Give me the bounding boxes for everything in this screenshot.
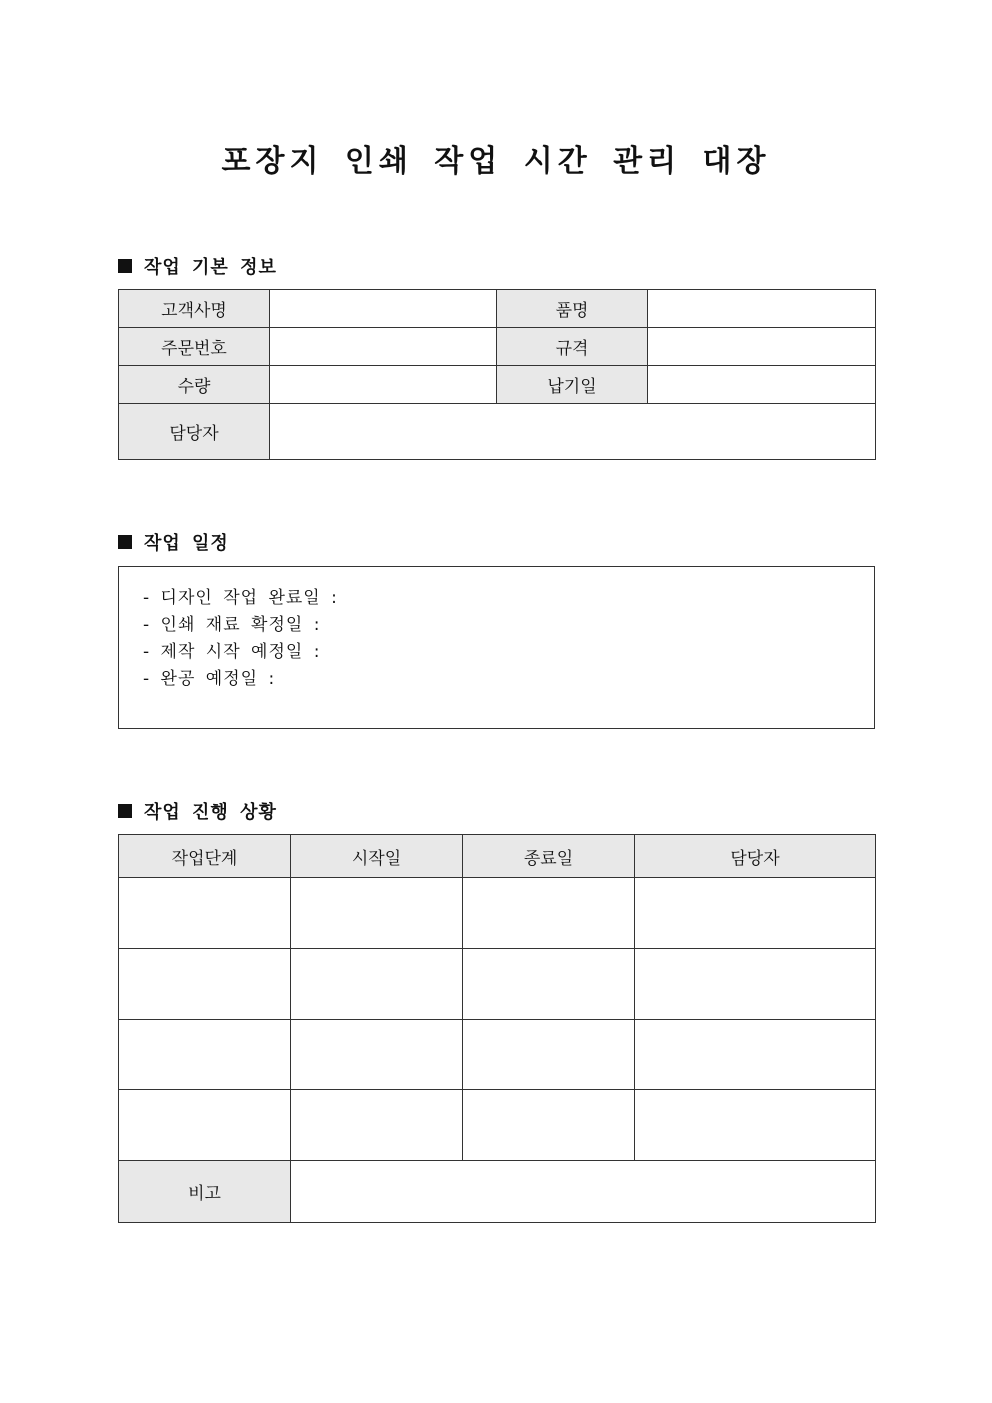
schedule-production-start[interactable]: - 제작 시작 예정일 : — [143, 642, 321, 662]
schedule-heading-text: 작업 일정 — [144, 533, 229, 554]
manager-cell[interactable] — [635, 1020, 876, 1090]
column-header-end-date: 종료일 — [463, 835, 635, 878]
table-row — [119, 1161, 876, 1223]
start-date-cell[interactable] — [291, 1090, 463, 1161]
manager-field[interactable] — [270, 404, 876, 460]
schedule-design-complete[interactable]: - 디자인 작업 완료일 : — [143, 588, 338, 608]
start-date-cell[interactable] — [291, 949, 463, 1020]
table-row — [119, 1020, 876, 1090]
table-row — [119, 404, 876, 460]
customer-label: 고객사명 — [119, 290, 270, 328]
column-header-start-date: 시작일 — [291, 835, 463, 878]
square-bullet-icon — [118, 259, 132, 273]
progress-table — [118, 834, 876, 1223]
progress-heading-text: 작업 진행 상황 — [144, 802, 277, 823]
schedule-heading — [118, 529, 229, 555]
stage-cell[interactable] — [119, 878, 291, 949]
spec-label: 규격 — [497, 328, 648, 366]
stage-cell[interactable] — [119, 1090, 291, 1161]
end-date-cell[interactable] — [463, 949, 635, 1020]
table-row — [119, 366, 876, 404]
remarks-field[interactable] — [291, 1161, 876, 1223]
stage-cell[interactable] — [119, 949, 291, 1020]
start-date-cell[interactable] — [291, 878, 463, 949]
document-title: 포장지 인쇄 작업 시간 관리 대장 — [221, 144, 771, 179]
square-bullet-icon — [118, 804, 132, 818]
schedule-completion[interactable]: - 완공 예정일 : — [143, 669, 276, 689]
column-header-manager: 담당자 — [635, 835, 876, 878]
order-no-label: 주문번호 — [119, 328, 270, 366]
end-date-cell[interactable] — [463, 1090, 635, 1161]
due-date-label: 납기일 — [497, 366, 648, 404]
end-date-cell[interactable] — [463, 878, 635, 949]
table-row — [119, 878, 876, 949]
stage-cell[interactable] — [119, 1020, 291, 1090]
progress-heading — [118, 798, 277, 824]
manager-cell[interactable] — [635, 949, 876, 1020]
quantity-field[interactable] — [270, 366, 497, 404]
schedule-list — [119, 567, 874, 693]
manager-label: 담당자 — [119, 404, 270, 460]
product-label: 품명 — [497, 290, 648, 328]
square-bullet-icon — [118, 535, 132, 549]
end-date-cell[interactable] — [463, 1020, 635, 1090]
table-row — [119, 328, 876, 366]
order-no-field[interactable] — [270, 328, 497, 366]
customer-field[interactable] — [270, 290, 497, 328]
basic-info-heading-text: 작업 기본 정보 — [144, 257, 277, 278]
due-date-field[interactable] — [648, 366, 876, 404]
schedule-material-confirm[interactable]: - 인쇄 재료 확정일 : — [143, 615, 321, 635]
manager-cell[interactable] — [635, 878, 876, 949]
table-row — [119, 1090, 876, 1161]
remarks-label: 비고 — [119, 1161, 291, 1223]
product-field[interactable] — [648, 290, 876, 328]
basic-info-table — [118, 289, 876, 460]
table-row — [119, 290, 876, 328]
manager-cell[interactable] — [635, 1090, 876, 1161]
column-header-stage: 작업단계 — [119, 835, 291, 878]
start-date-cell[interactable] — [291, 1020, 463, 1090]
basic-info-heading — [118, 253, 277, 279]
table-row — [119, 949, 876, 1020]
schedule-box — [118, 566, 875, 729]
quantity-label: 수량 — [119, 366, 270, 404]
spec-field[interactable] — [648, 328, 876, 366]
table-header-row — [119, 835, 876, 878]
